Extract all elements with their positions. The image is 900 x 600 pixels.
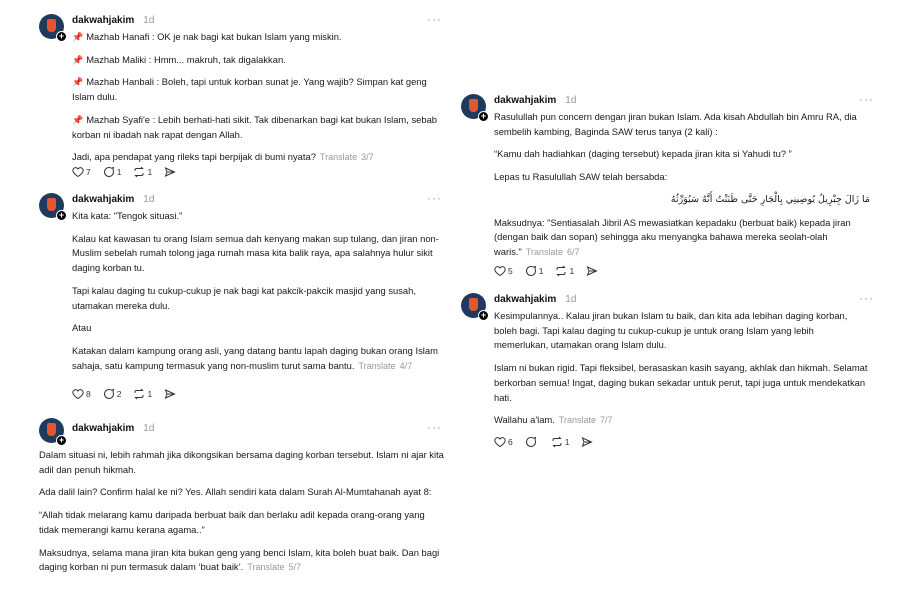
- more-horizontal-icon[interactable]: ···: [427, 420, 442, 434]
- username[interactable]: dakwahjakim: [72, 422, 135, 434]
- avatar[interactable]: [39, 193, 64, 218]
- share-button[interactable]: [164, 166, 178, 178]
- username[interactable]: dakwahjakim: [72, 14, 135, 26]
- more-horizontal-icon[interactable]: ···: [859, 291, 874, 305]
- timestamp[interactable]: 1d: [565, 293, 577, 305]
- post-header: [494, 94, 576, 106]
- more-horizontal-icon[interactable]: ···: [859, 92, 874, 106]
- avatar[interactable]: [39, 14, 64, 39]
- follow-plus-icon[interactable]: +: [478, 310, 489, 321]
- action-bar: [494, 265, 612, 277]
- post-body: [72, 209, 442, 381]
- thread-page-indicator: 3/7: [361, 152, 374, 163]
- avatar-figure: [47, 19, 56, 32]
- comment-icon: [103, 388, 115, 400]
- post-body: [494, 309, 870, 436]
- post-paragraph: Jadi, apa pendapat yang rileks tapi berpijak di bumi nyata? Translate 3/7: [72, 151, 374, 163]
- translate-link[interactable]: Translate 6/7: [525, 246, 580, 257]
- post-paragraph: Ada dalil lain? Confirm halal ke ni? Yes. Allah sendiri kata dalam Surah Al-Mumtahanah ayat 8:: [39, 486, 432, 498]
- avatar[interactable]: [461, 293, 486, 318]
- timestamp[interactable]: 1d: [143, 14, 155, 26]
- post-paragraph: Lepas tu Rasulullah SAW telah bersabda:: [494, 171, 668, 183]
- post-body: [72, 30, 442, 173]
- avatar-figure: [47, 423, 56, 436]
- reply-button[interactable]: 1: [525, 265, 544, 277]
- post-paragraph: Wallahu a'lam. Translate 7/7: [494, 414, 613, 426]
- post-1: [39, 12, 442, 184]
- username[interactable]: dakwahjakim: [494, 293, 557, 305]
- timestamp[interactable]: 1d: [565, 94, 577, 106]
- thread-page-indicator: 5/7: [288, 562, 301, 573]
- share-button[interactable]: [586, 265, 600, 277]
- heart-icon: [494, 436, 506, 448]
- action-bar: [72, 166, 190, 178]
- timestamp[interactable]: 1d: [143, 422, 155, 434]
- repost-button[interactable]: 1: [551, 436, 570, 448]
- post-paragraph: Rasulullah pun concern dengan jiran bukan Islam. Ada kisah Abdullah bin Amru RA, dia sembelih kambing, Baginda SAW terus tanya (2 kali) :: [494, 111, 857, 137]
- post-header: [72, 422, 154, 434]
- translate-link[interactable]: Translate 5/7: [247, 562, 301, 573]
- avatar-figure: [469, 99, 478, 112]
- post-paragraph: 📌 Mazhab Maliki : Hmm... makruh, tak digalakkan.: [72, 53, 286, 65]
- avatar-figure: [47, 198, 56, 211]
- heart-icon: [72, 166, 84, 178]
- thread-page-indicator: 6/7: [567, 246, 580, 257]
- like-button[interactable]: 8: [72, 388, 91, 400]
- reply-button[interactable]: 1: [103, 166, 122, 178]
- post-paragraph: 📌 Mazhab Hanafi : OK je nak bagi kat bukan Islam yang miskin.: [72, 31, 342, 42]
- follow-plus-icon[interactable]: +: [478, 111, 489, 122]
- follow-plus-icon[interactable]: +: [56, 210, 67, 221]
- post-body: [494, 110, 870, 268]
- repost-button[interactable]: 1: [133, 388, 152, 400]
- post-paragraph: Maksudnya: "Sentiasalah Jibril AS mewasiatkan kepadaku (berbuat baik) kepada jiran (dengan baik dan sopan) sehingga aku menyangka bahawa mereka seolah-olah waris." Translate 6/7: [494, 216, 851, 257]
- comment-icon: [525, 265, 537, 277]
- post-paragraph: Kalau kat kawasan tu orang Islam semua dah kenyang makan sup tulang, dan jiran non-Muslim sebelah rumah tolong jaga rumah masa kita balik raya, apa salahnya hulur sikit daging korban tu.: [72, 232, 439, 274]
- share-icon: [586, 265, 598, 277]
- repost-icon: [555, 265, 567, 277]
- comment-icon: [103, 166, 115, 178]
- action-bar: [494, 436, 607, 448]
- post-paragraph: Kesimpulannya.. Kalau jiran bukan Islam tu baik, dan kita ada lebihan daging korban, boleh bagi. Tapi kalau daging tu cukup-cukup je untuk orang Islam yang lebih memerlukan, utamakan orang Islam dulu.: [494, 310, 848, 351]
- post-2: [39, 191, 442, 408]
- follow-plus-icon[interactable]: +: [56, 435, 67, 446]
- post-header: [72, 14, 154, 26]
- post-body: [39, 448, 444, 583]
- share-icon: [164, 388, 176, 400]
- post-paragraph: Dalam situasi ni, lebih rahmah jika dikongsikan bersama daging korban tersebut. Islam ni ajar kita adil dan penuh hikmah.: [39, 449, 444, 475]
- post-paragraph: Tapi kalau daging tu cukup-cukup je nak bagi kat pakcik-pakcik masjid yang susah, utamakan mereka dulu.: [72, 284, 416, 311]
- avatar[interactable]: [39, 418, 64, 443]
- repost-icon: [551, 436, 563, 448]
- pushpin-icon: 📌: [72, 114, 84, 125]
- like-button[interactable]: 5: [494, 265, 513, 277]
- heart-icon: [72, 388, 84, 400]
- pushpin-icon: 📌: [72, 77, 84, 88]
- repost-button[interactable]: 1: [555, 265, 574, 277]
- comment-icon: [525, 436, 537, 448]
- translate-link[interactable]: Translate 7/7: [558, 415, 613, 426]
- translate-link[interactable]: Translate 3/7: [319, 152, 374, 163]
- share-button[interactable]: [164, 388, 178, 400]
- thread-page-indicator: 4/7: [399, 360, 413, 371]
- share-icon: [164, 166, 176, 178]
- post-paragraph: Atau: [72, 322, 92, 334]
- post-paragraph: “Allah tidak melarang kamu daripada berbuat baik dan berlaku adil kepada orang-orang yang tidak memerangi kamu kerana agama..”: [39, 509, 425, 535]
- reply-button[interactable]: 2: [103, 388, 122, 400]
- like-button[interactable]: 7: [72, 166, 91, 178]
- post-paragraph: 📌 Mazhab Syafi'e : Lebih berhati-hati sikit. Tak dibenarkan bagi kat bukan Islam, sebab korban ni ibadah nak rapat dengan Allah.: [72, 113, 437, 140]
- more-horizontal-icon[interactable]: ···: [427, 191, 442, 205]
- share-icon: [581, 436, 593, 448]
- heart-icon: [494, 265, 506, 277]
- share-button[interactable]: [581, 436, 595, 448]
- post-paragraph: Katakan dalam kampung orang asli, yang datang bantu lapah daging bukan orang Islam sahaja, satu kampung termasuk yang non-muslim turut sama bantu. Translate 4/7: [72, 344, 438, 371]
- username[interactable]: dakwahjakim: [494, 94, 557, 106]
- avatar-figure: [469, 298, 478, 311]
- repost-icon: [133, 388, 145, 400]
- username[interactable]: dakwahjakim: [72, 193, 135, 205]
- post-paragraph: Kita kata: "Tengok situasi.": [72, 210, 183, 221]
- post-paragraph: Maksudnya, selama mana jiran kita bukan geng yang benci Islam, kita boleh buat baik. Dan bagi daging korban ni pun termasuk dalam ‘buat baik’. Translate 5/7: [39, 546, 440, 573]
- translate-link[interactable]: Translate 4/7: [358, 360, 413, 371]
- like-button[interactable]: 6: [494, 436, 513, 448]
- post-5: [461, 293, 881, 458]
- post-4: [461, 94, 881, 284]
- action-bar: [72, 388, 190, 400]
- reply-button[interactable]: [525, 436, 539, 448]
- pushpin-icon: 📌: [72, 54, 84, 65]
- post-header: [72, 193, 154, 205]
- follow-plus-icon[interactable]: +: [56, 31, 67, 42]
- post-paragraph: “Kamu dah hadiahkan (daging tersebut) kepada jiran kita si Yahudi tu? ”: [494, 148, 792, 160]
- repost-button[interactable]: 1: [133, 166, 152, 178]
- pushpin-icon: 📌: [72, 32, 84, 42]
- thread-page-indicator: 7/7: [600, 415, 613, 426]
- repost-icon: [133, 166, 145, 178]
- post-paragraph: Islam ni bukan rigid. Tapi fleksibel, berasaskan kasih sayang, akhlak dan hikmah. Selamat berkorban semua! Ingat, daging bukan sekadar untuk perut, tapi juga untuk mendekatkan hati.: [494, 362, 868, 403]
- more-horizontal-icon[interactable]: ···: [427, 12, 442, 26]
- post-paragraph: 📌 Mazhab Hanbali : Boleh, tapi untuk korban sunat je. Yang wajib? Simpan kat geng Islam dulu.: [72, 76, 427, 103]
- avatar[interactable]: [461, 94, 486, 119]
- arabic-hadith: مَا زَالَ جِبْرِيلُ يُوصِينِي بِالْجَارِ حَتَّى ظَنَنْتُ أَنَّهُ سَيُوَرِّثُهُ: [670, 193, 870, 205]
- post-3: [39, 418, 449, 598]
- post-header: [494, 293, 576, 305]
- timestamp[interactable]: 1d: [143, 193, 155, 205]
